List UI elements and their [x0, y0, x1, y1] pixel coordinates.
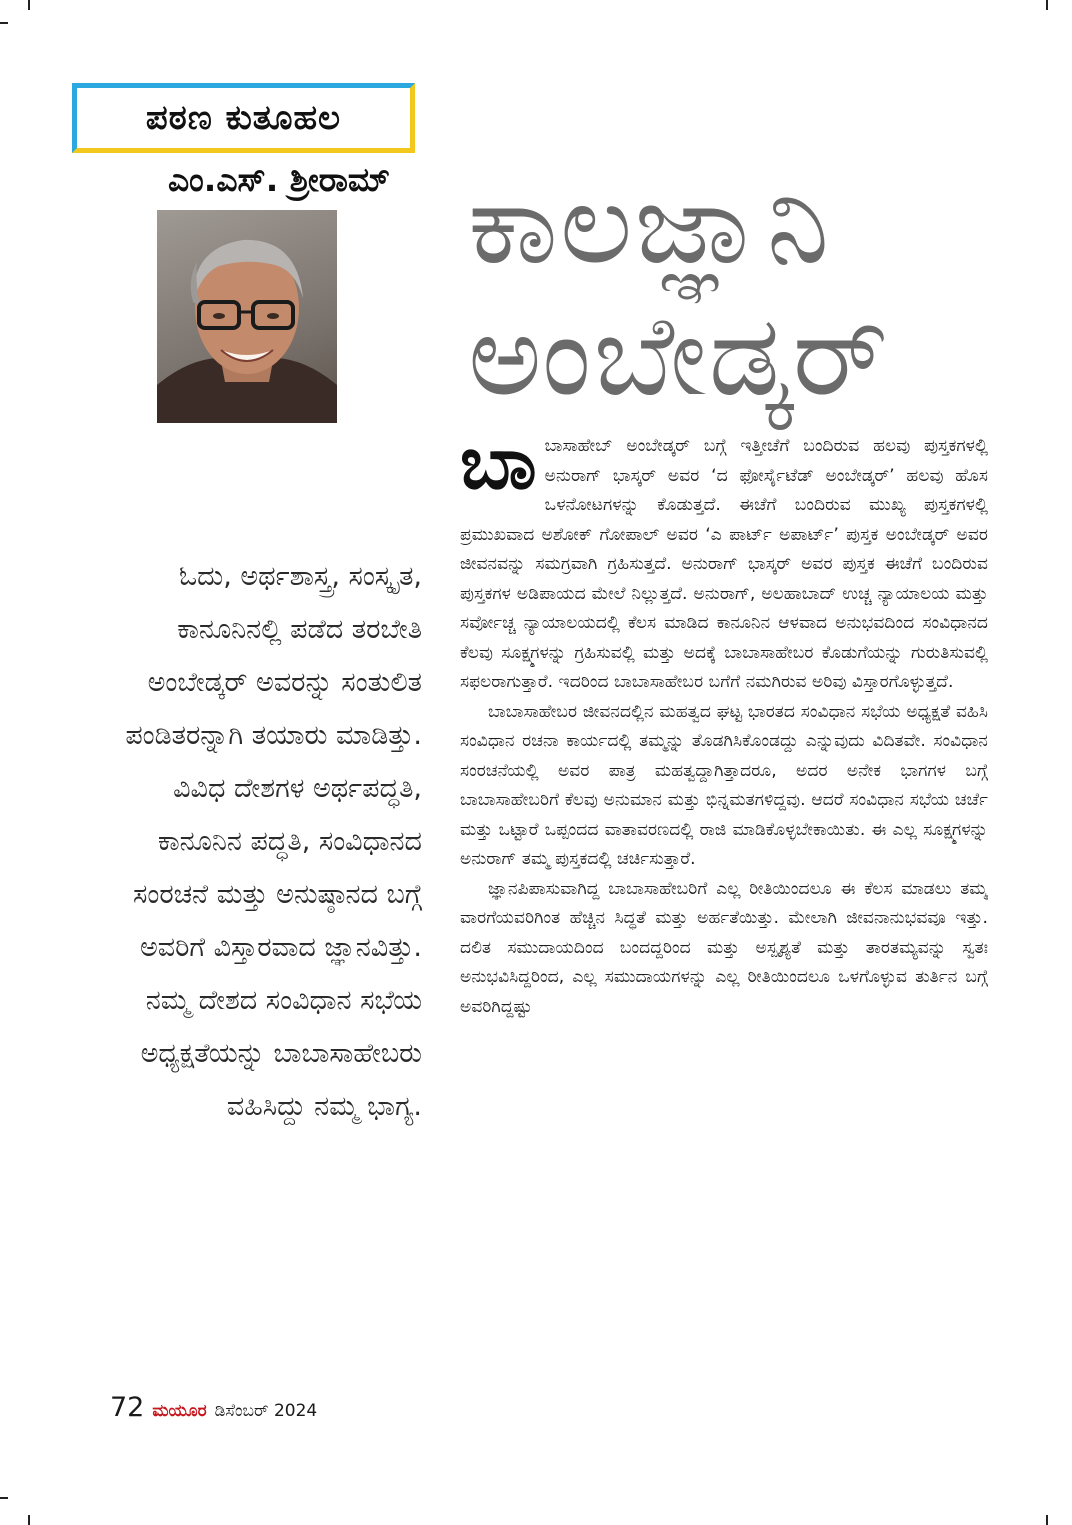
pull-quote: ಓದು, ಅರ್ಥಶಾಸ್ತ್ರ, ಸಂಸ್ಕೃತ, ಕಾನೂನಿನಲ್ಲಿ ಪಡೆದ ತರಬೇತಿ ಅಂಬೇಡ್ಕರ್ ಅವರನ್ನು ಸಂತುಲಿತ ಪಂಡಿತರನ್ನಾಗಿ ತಯಾರು ಮಾಡಿತ್ತು. ವಿವಿಧ ದೇಶಗಳ ಅರ್ಥಪದ್ಧತಿ, ಕಾನೂನಿನ ಪದ್ಧತಿ, ಸಂವಿಧಾನದ ಸಂರಚನೆ ಮತ್ತು ಅನುಷ್ಠಾನದ ಬಗ್ಗೆ ಅವರಿಗೆ ವಿಸ್ತಾರವಾದ ಜ್ಞಾನವಿತ್ತು. ನಮ್ಮ ದೇಶದ ಸಂವಿಧಾನ ಸಭೆಯ ಅಧ್ಯಕ್ಷತೆಯನ್ನು ಬಾಬಾಸಾಹೇಬರು ವಹಿಸಿದ್ದು ನಮ್ಮ ಭಾಗ್ಯ.	[125, 561, 422, 1122]
crop-mark-bottom-right	[1046, 1515, 1048, 1525]
column-name-badge	[72, 83, 415, 153]
drop-cap: ಬಾ	[460, 432, 537, 506]
crop-mark-left-lower	[0, 1497, 8, 1499]
paragraph-2: ಬಾಬಾಸಾಹೇಬರ ಜೀವನದಲ್ಲಿನ ಮಹತ್ವದ ಘಟ್ಟ ಭಾರತದ ಸಂವಿಧಾನ ಸಭೆಯ ಅಧ್ಯಕ್ಷತೆ ವಹಿಸಿ ಸಂವಿಧಾನ ರಚನಾ ಕಾರ್ಯದಲ್ಲಿ ತಮ್ಮನ್ನು ತೊಡಗಿಸಿಕೊಂಡದ್ದು ಎನ್ನುವುದು ವಿದಿತವೇ. ಸಂವಿಧಾನ ಸಂರಚನೆಯಲ್ಲಿ ಅವರ ಪಾತ್ರ ಮಹತ್ವದ್ದಾಗಿತ್ತಾದರೂ, ಅದರ ಅನೇಕ ಭಾಗಗಳ ಬಗ್ಗೆ ಬಾಬಾಸಾಹೇಬರಿಗೆ ಕೆಲವು ಅನುಮಾನ ಮತ್ತು ಭಿನ್ನಮತಗಳಿದ್ದವು. ಆದರೆ ಸಂವಿಧಾನ ಸಭೆಯ ಚರ್ಚೆ ಮತ್ತು ಒಟ್ಟಾರೆ ಒಪ್ಪಂದದ ವಾತಾವರಣದಲ್ಲಿ ರಾಜಿ ಮಾಡಿಕೊಳ್ಳಬೇಕಾಯಿತು. ಈ ಎಲ್ಲ ಸೂಕ್ಷ್ಮಗಳನ್ನು ಅನುರಾಗ್ ತಮ್ಮ ಪುಸ್ತಕದಲ್ಲಿ ಚರ್ಚಿಸುತ್ತಾರೆ.	[460, 701, 988, 869]
column-name: ಪಠಣ ಕುತೂಹಲ	[145, 98, 342, 138]
paragraph-1-text: ಬಾಸಾಹೇಬ್ ಅಂಬೇಡ್ಕರ್ ಬಗ್ಗೆ ಇತ್ತೀಚೆಗೆ ಬಂದಿರುವ ಹಲವು ಪುಸ್ತಕಗಳಲ್ಲಿ ಅನುರಾಗ್ ಭಾಸ್ಕರ್ ಅವರ ‘ದ ಫೋರ್ಸೈಟೆಡ್ ಅಂಬೇಡ್ಕರ್’ ಹಲವು ಹೊಸ ಒಳನೋಟಗಳನ್ನು ಕೊಡುತ್ತದೆ. ಈಚೆಗೆ ಬಂದಿರುವ ಮುಖ್ಯ ಪುಸ್ತಕಗಳಲ್ಲಿ ಪ್ರಮುಖವಾದ ಅಶೋಕ್ ಗೋಪಾಲ್ ಅವರ ‘ಎ ಪಾರ್ಟ್ ಅಪಾರ್ಟ್’ ಪುಸ್ತಕ ಅಂಬೇಡ್ಕರ್ ಅವರ ಜೀವನವನ್ನು ಸಮಗ್ರವಾಗಿ ಗ್ರಹಿಸುತ್ತದೆ. ಅನುರಾಗ್ ಭಾಸ್ಕರ್ ಅವರ ಪುಸ್ತಕ ಈಚೆಗೆ ಬಂದಿರುವ ಪುಸ್ತಕಗಳ ಅಡಿಪಾಯದ ಮೇಲೆ ನಿಲ್ಲುತ್ತದೆ. ಅನುರಾಗ್, ಅಲಹಾಬಾದ್ ಉಚ್ಚ ನ್ಯಾಯಾಲಯ ಮತ್ತು ಸರ್ವೋಚ್ಚ ನ್ಯಾಯಾಲಯದಲ್ಲಿ ಕೆಲಸ ಮಾಡಿದ ಕಾನೂನಿನ ಆಳವಾದ ಅನುಭವದಿಂದ ಸಂವಿಧಾನದ ಕೆಲವು ಸೂಕ್ಷ್ಮಗಳನ್ನು ಗ್ರಹಿಸುವಲ್ಲಿ ಮತ್ತು ಅದಕ್ಕೆ ಬಾಬಾಸಾಹೇಬರ ಕೊಡುಗೆಯನ್ನು ಗುರುತಿಸುವಲ್ಲಿ ಸಫಲರಾಗುತ್ತಾರೆ. ಇದರಿಂದ ಬಾಬಾಸಾಹೇಬರ ಬಗೆಗೆ ನಮಗಿರುವ ಅರಿವು ವಿಸ್ತಾರಗೊಳ್ಳುತ್ತದೆ.	[460, 436, 988, 692]
magazine-name: ಮಯೂರ	[152, 1401, 207, 1421]
page-footer	[110, 1392, 317, 1423]
author-photo	[157, 210, 337, 423]
crop-mark-left-upper	[0, 22, 8, 24]
article-body	[460, 432, 988, 1382]
issue-date: ಡಿಸೆಂಬರ್ 2024	[214, 1401, 318, 1421]
paragraph-3: ಜ್ಞಾನಪಿಪಾಸುವಾಗಿದ್ದ ಬಾಬಾಸಾಹೇಬರಿಗೆ ಎಲ್ಲ ರೀತಿಯಿಂದಲೂ ಈ ಕೆಲಸ ಮಾಡಲು ತಮ್ಮ ವಾರಗೆಯವರಿಗಿಂತ ಹೆಚ್ಚಿನ ಸಿದ್ಧತೆ ಮತ್ತು ಅರ್ಹತೆಯಿತ್ತು. ಮೇಲಾಗಿ ಜೀವನಾನುಭವವೂ ಇತ್ತು. ದಲಿತ ಸಮುದಾಯದಿಂದ ಬಂದದ್ದರಿಂದ ಮತ್ತು ಅಸ್ಪೃಶ್ಯತೆ ಮತ್ತು ತಾರತಮ್ಯವನ್ನು ಸ್ವತಃ ಅನುಭವಿಸಿದ್ದರಿಂದ, ಎಲ್ಲ ಸಮುದಾಯಗಳನ್ನು ಎಲ್ಲ ರೀತಿಯಿಂದಲೂ ಒಳಗೊಳ್ಳುವ ತುರ್ತಿನ ಬಗ್ಗೆ ಅವರಿಗಿದ್ದಷ್ಟು	[460, 878, 988, 1017]
paragraph-1	[460, 432, 988, 698]
author-name: ಎಂ.ಎಸ್. ಶ್ರೀರಾಮ್	[168, 160, 390, 199]
headline-line-2: ಅಂಬೇಡ್ಕರ್	[468, 291, 891, 421]
page-number: 72	[110, 1392, 145, 1423]
crop-mark-bottom-left	[28, 1515, 30, 1525]
crop-mark-top-right	[1046, 0, 1048, 10]
headline-line-1: ಕಾಲಜ್ಞಾನಿ	[468, 159, 832, 289]
crop-mark-top-left	[28, 0, 30, 10]
article-headline	[468, 158, 1058, 422]
